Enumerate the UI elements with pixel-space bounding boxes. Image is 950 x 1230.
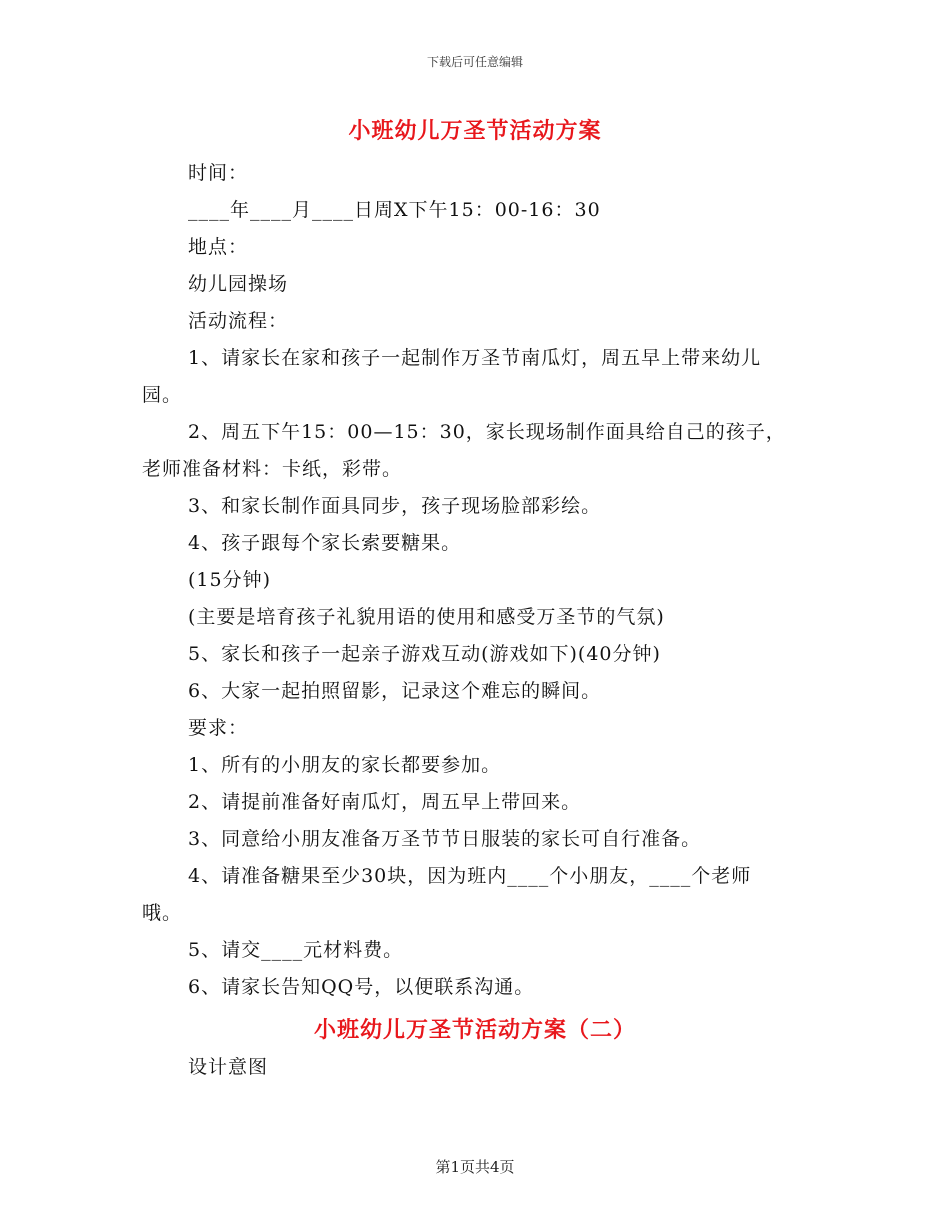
paragraph-line: 2、周五下午15：00—15：30，家长现场制作面具给自己的孩子，: [188, 421, 786, 443]
paragraph-line: 1、请家长在家和孩子一起制作万圣节南瓜灯，周五早上带来幼儿: [188, 347, 762, 369]
page-footer: 第1页共4页: [435, 1158, 515, 1176]
paragraph-line: 4、请准备糖果至少30块，因为班内____个小朋友，____个老师: [188, 865, 752, 887]
paragraph-line: 地点：: [188, 236, 249, 258]
body-content: [142, 155, 812, 1006]
paragraph-line: 5、家长和孩子一起亲子游戏互动(游戏如下)(40分钟): [188, 643, 661, 665]
paragraph-line: (主要是培育孩子礼貌用语的使用和感受万圣节的气氛): [188, 606, 665, 628]
paragraph-line: ____年____月____日周X下午15：00-16：30: [188, 199, 601, 221]
paragraph-line: 哦。: [142, 902, 183, 924]
document-title: 小班幼儿万圣节活动方案: [348, 118, 602, 144]
paragraph-line: 1、所有的小朋友的家长都要参加。: [188, 754, 502, 776]
paragraph-line: 3、和家长制作面具同步，孩子现场脸部彩绘。: [188, 495, 602, 517]
paragraph-line: 设计意图: [188, 1056, 269, 1078]
paragraph-line: (15分钟): [188, 569, 272, 591]
paragraph-line: 幼儿园操场: [188, 273, 289, 295]
paragraph-line: 5、请交____元材料费。: [188, 939, 404, 961]
paragraph-line: 6、大家一起拍照留影，记录这个难忘的瞬间。: [188, 680, 602, 702]
paragraph-line: 要求：: [188, 717, 249, 739]
body-content-2: [142, 1049, 812, 1086]
paragraph-line: 4、孩子跟每个家长索要糖果。: [188, 532, 462, 554]
header-note: 下载后可任意编辑: [426, 55, 523, 69]
paragraph-line: 老师准备材料：卡纸，彩带。: [142, 458, 403, 480]
section-title-2: 小班幼儿万圣节活动方案（二）: [313, 1017, 636, 1043]
paragraph-line: 时间：: [188, 162, 249, 184]
paragraph-line: 园。: [142, 384, 183, 406]
paragraph-line: 2、请提前准备好南瓜灯，周五早上带回来。: [188, 791, 582, 813]
paragraph-line: 6、请家长告知QQ号，以便联系沟通。: [188, 976, 535, 998]
paragraph-line: 活动流程：: [188, 310, 289, 332]
paragraph-line: 3、同意给小朋友准备万圣节节日服装的家长可自行准备。: [188, 828, 702, 850]
